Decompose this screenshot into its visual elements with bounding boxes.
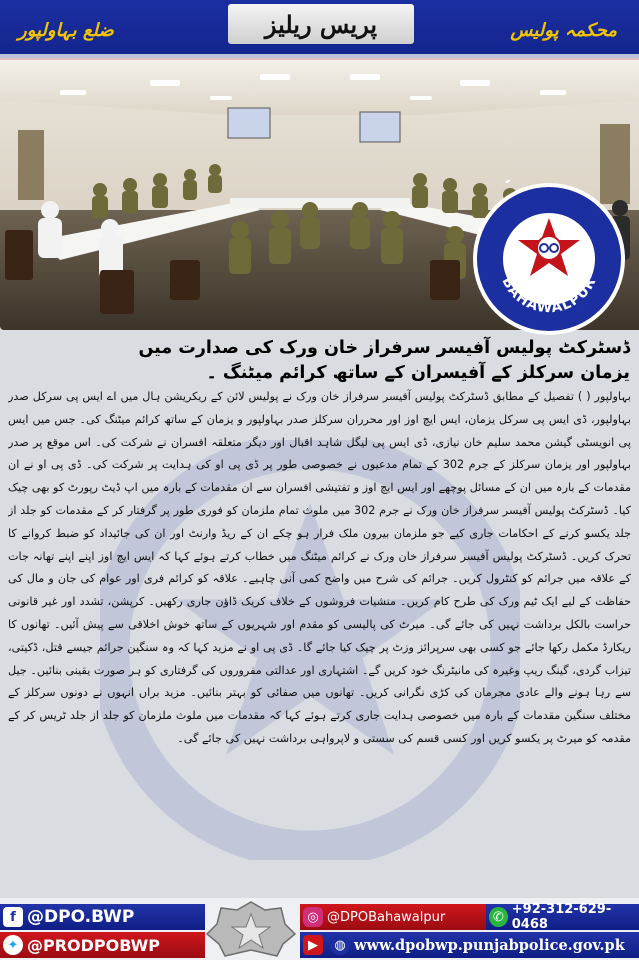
press-release-title: پریس ریلیز	[228, 4, 414, 44]
website-bar[interactable]	[300, 932, 639, 958]
social-footer	[0, 898, 639, 960]
instagram-bar[interactable]	[300, 904, 486, 930]
website-url[interactable]: www.dpobwp.punjabpolice.gov.pk	[354, 936, 625, 954]
department-label: محکمہ پولیس	[510, 20, 617, 41]
press-release-body: بہاولپور ( ) تفصیل کے مطابق ڈسٹرکٹ پولیس آفیسر سرفراز خان ورک نے پولیس لائن کے ریکریشن ہال میں اے ایس پی سرکل صدر بہاولپور، ڈی ایس پی سرکل یزمان، ایس ایچ اوز اور محرران سرکلز صدر بہاولپور و یزمان کے ساتھ کرائم میٹنگ کی۔ جس میں ایس پی انویسٹی گیشن محمد سلیم خان نیازی، ڈی ایس پی لیگل شاہد اقبال اور دیگر متعلقہ افسران نے شرکت کی۔ اس موقع پر صدر بہاولپور اور یزمان سرکلز کے جرم 302 کے تمام مدعیوں نے خصوصی طور پر ڈی پی او کی ہدایت پر شرکت کی۔ ڈی پی او نے ان مقدمات کے بارہ میں ان کے مسائل پوچھے اور ایس ایچ اوز و تفتیشی افسران سے ان مقدمات کے بارہ میں اپ ڈیٹ رپورٹ کو بھی چیک کیا۔ ڈسٹرکٹ پولیس آفیسر سرفراز خان ورک نے جرم 302 میں ملوث تمام ملزمان کو فوری طور پر گرفتار کر کے مقدمات کو جلد از جلد یکسو کرنے کے احکامات جاری کیے جو ملزمان بیرون ملک فرار ہو چکے ان کے ریڈ وارنٹ اور ان کی جائیداد کو ضبط کروانے کا تحرک کریں۔ ڈسٹرکٹ پولیس آفیسر سرفراز خان ورک نے کرائم میٹنگ میں خطاب کرتے ہوئے کہا کہ ایس ایچ اوز اپنے اپنے تھانہ جات کے علاقہ میں جرائم کو کنٹرول کریں۔ جرائم کی شرح میں واضح کمی آنی چاہیے۔ علاقہ کو کرائم فری اور عوام کی جان و مال کی حفاظت کے لیے ایک ٹیم ورک کی طرح کام کریں۔ منشیات فروشوں کے خلاف کریک ڈاؤن جاری رکھیں۔ کرپشن، تشدد اور غیر قانونی حراست بالکل برداشت نہیں کی جائے گی۔ میرٹ کی پالیسی کو مقدم اور شہریوں کے ساتھ خوش اخلاقی سے پیش آئیں۔ تھانوں کا ریکارڈ مکمل رکھا جائے جو کسی بھی سرپرائز وزٹ پر چیک کیا جائے گا۔ ڈی پی او نے مزید کہا کہ وہ سنگین جرائم جیسے قتل، ڈکیتی، تیزاب گردی، گینگ ریپ وغیرہ کی مانیٹرنگ خود کریں گے۔ اشتہاری اور عدالتی مفروروں کی گرفتاری کو ہر صورت یقینی بنائیں۔ جیل سے رہا ہونے والے عادی مجرمان کی کڑی نگرانی کریں۔ تھانوں میں صفائی کو بہتر بنائیں۔ مزید براں انہوں نے دونوں سرکلز کے مختلف سنگین مقدمات کے بارہ میں خصوصی ہدایت جاری کرتے ہوئے کہا کہ مقدمات میں ملوث ملزمان کو جلد از جلد ٹریس کر کے مقدمہ کو میرٹ پر یکسو کریں اور کسی قسم کی سستی و لاپرواہی برداشت نہیں کی جائے گی۔	[8, 390, 631, 745]
instagram-icon: ◎	[303, 907, 323, 927]
twitter-bar[interactable]	[0, 932, 205, 958]
emblem-top-text	[470, 180, 604, 184]
emblem-bottom-text: BAHAWALPUR	[498, 274, 600, 317]
instagram-handle[interactable]: @DPOBahawalpur	[327, 909, 446, 925]
whatsapp-bar[interactable]	[486, 904, 639, 930]
facebook-icon: f	[3, 907, 23, 927]
twitter-handle[interactable]: @PRODPOBWP	[27, 935, 160, 955]
police-badge-icon	[205, 900, 297, 958]
twitter-icon: ✦	[3, 935, 23, 955]
district-label: ضلع بہاولپور	[18, 20, 114, 41]
news-headline: ڈسٹرکٹ پولیس آفیسر سرفراز خان ورک کی صدارت میں یزمان سرکلز کے آفیسران کے ساتھ کرائم میٹنگ ۔	[138, 338, 630, 383]
punjab-police-emblem	[470, 180, 628, 338]
whatsapp-icon: ✆	[489, 907, 508, 927]
whatsapp-number[interactable]: +92-312-629-0468	[511, 902, 612, 932]
facebook-handle[interactable]: @DPO.BWP	[27, 907, 135, 927]
facebook-bar[interactable]	[0, 904, 205, 930]
globe-icon: ◍	[330, 935, 350, 955]
youtube-icon: ▶	[303, 935, 323, 955]
